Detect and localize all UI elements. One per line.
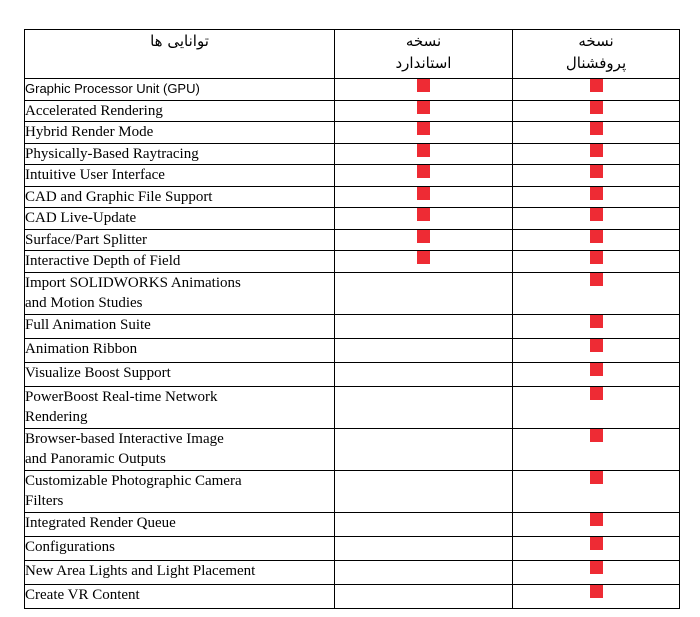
feature-cell: Full Animation Suite [25, 314, 335, 338]
feature-line1: Customizable Photographic Camera [25, 472, 242, 489]
feature-cell: Hybrid Render Mode [25, 122, 335, 144]
pro-cell [513, 251, 680, 273]
table-row [25, 122, 680, 144]
pro-cell [513, 165, 680, 187]
header-features [25, 30, 335, 79]
feature-cell: CAD and Graphic File Support [25, 186, 335, 208]
feature-cell: Accelerated Rendering [25, 100, 335, 122]
included-mark [590, 79, 603, 92]
pro-cell [513, 338, 680, 362]
included-mark [590, 273, 603, 286]
pro-cell [513, 470, 680, 512]
included-mark [417, 79, 430, 92]
feature-cell: Integrated Render Queue [25, 512, 335, 536]
table-row [25, 338, 680, 362]
feature-cell: Intuitive User Interface [25, 165, 335, 187]
feature-cell: Configurations [25, 536, 335, 560]
pro-cell [513, 100, 680, 122]
standard-cell [335, 584, 513, 608]
pro-cell [513, 428, 680, 470]
standard-cell [335, 536, 513, 560]
feature-cell: Visualize Boost Support [25, 362, 335, 386]
header-features-label: توانایی ها [150, 32, 209, 50]
header-standard [335, 30, 513, 79]
pro-cell [513, 560, 680, 584]
header-standard-line1: نسخه [405, 32, 442, 50]
included-mark [417, 101, 430, 114]
standard-cell [335, 428, 513, 470]
standard-cell [335, 208, 513, 230]
feature-cell: Surface/Part Splitter [25, 229, 335, 251]
table-row [25, 79, 680, 101]
pro-cell [513, 314, 680, 338]
header-pro-line1: نسخه [578, 32, 614, 50]
standard-cell [335, 251, 513, 273]
pro-cell [513, 386, 680, 428]
standard-cell [335, 512, 513, 536]
included-mark [590, 230, 603, 243]
included-mark [417, 208, 430, 221]
table-row [25, 100, 680, 122]
table-row [25, 362, 680, 386]
table-row [25, 584, 680, 608]
feature-cell [25, 428, 335, 470]
header-row [25, 30, 680, 79]
included-mark [590, 471, 603, 484]
standard-cell [335, 338, 513, 362]
table-row [25, 165, 680, 187]
included-mark [590, 101, 603, 114]
feature-cell: CAD Live-Update [25, 208, 335, 230]
pro-cell [513, 229, 680, 251]
table-row [25, 208, 680, 230]
pro-cell [513, 512, 680, 536]
table-row [25, 386, 680, 428]
pro-cell [513, 186, 680, 208]
feature-cell [25, 272, 335, 314]
standard-cell [335, 272, 513, 314]
included-mark [590, 339, 603, 352]
included-mark [590, 387, 603, 400]
header-pro [513, 30, 680, 79]
feature-line2: Filters [25, 493, 64, 509]
pro-cell [513, 584, 680, 608]
pro-cell [513, 272, 680, 314]
included-mark [417, 165, 430, 178]
table-row [25, 314, 680, 338]
included-mark [590, 585, 603, 598]
feature-line2: and Motion Studies [25, 295, 143, 311]
standard-cell [335, 470, 513, 512]
table-row [25, 143, 680, 165]
included-mark [590, 165, 603, 178]
included-mark [590, 513, 603, 526]
pro-cell [513, 122, 680, 144]
feature-cell: Create VR Content [25, 584, 335, 608]
header-pro-line2: پروفشنال [565, 54, 627, 72]
feature-line2: Rendering [25, 409, 88, 425]
feature-cell: New Area Lights and Light Placement [25, 560, 335, 584]
standard-cell [335, 560, 513, 584]
standard-cell [335, 386, 513, 428]
feature-line1: PowerBoost Real-time Network [25, 388, 218, 405]
feature-line2: and Panoramic Outputs [25, 451, 166, 467]
included-mark [417, 230, 430, 243]
table-row [25, 186, 680, 208]
table-row [25, 272, 680, 314]
feature-comparison-table [24, 29, 680, 609]
header-standard-line2: استاندارد [395, 54, 452, 72]
included-mark [590, 561, 603, 574]
included-mark [417, 251, 430, 264]
standard-cell [335, 122, 513, 144]
standard-cell [335, 165, 513, 187]
feature-cell [25, 470, 335, 512]
feature-cell: Interactive Depth of Field [25, 251, 335, 273]
feature-cell [25, 386, 335, 428]
pro-cell [513, 536, 680, 560]
included-mark [590, 363, 603, 376]
feature-cell: Animation Ribbon [25, 338, 335, 362]
feature-line1: Browser-based Interactive Image [25, 430, 224, 447]
table-row [25, 512, 680, 536]
table-row [25, 428, 680, 470]
pro-cell [513, 208, 680, 230]
standard-cell [335, 229, 513, 251]
included-mark [590, 122, 603, 135]
standard-cell [335, 314, 513, 338]
included-mark [590, 208, 603, 221]
table-row [25, 470, 680, 512]
included-mark [417, 122, 430, 135]
pro-cell [513, 79, 680, 101]
standard-cell [335, 79, 513, 101]
feature-line1: Import SOLIDWORKS Animations [25, 274, 241, 291]
standard-cell [335, 186, 513, 208]
standard-cell [335, 362, 513, 386]
included-mark [417, 144, 430, 157]
included-mark [590, 187, 603, 200]
feature-cell: Graphic Processor Unit (GPU) [25, 79, 335, 101]
standard-cell [335, 143, 513, 165]
table-row [25, 251, 680, 273]
pro-cell [513, 143, 680, 165]
included-mark [590, 537, 603, 550]
included-mark [590, 315, 603, 328]
included-mark [417, 187, 430, 200]
standard-cell [335, 100, 513, 122]
included-mark [590, 429, 603, 442]
included-mark [590, 144, 603, 157]
table-row [25, 536, 680, 560]
table-row [25, 560, 680, 584]
table-row [25, 229, 680, 251]
feature-cell: Physically-Based Raytracing [25, 143, 335, 165]
included-mark [590, 251, 603, 264]
pro-cell [513, 362, 680, 386]
